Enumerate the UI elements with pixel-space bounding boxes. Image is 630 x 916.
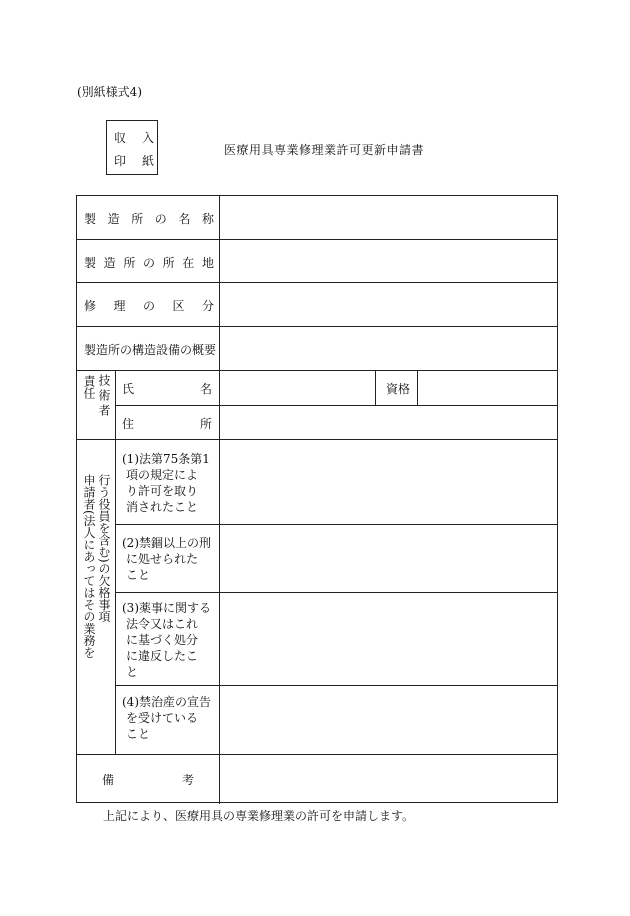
label-factory-name bbox=[84, 210, 214, 227]
label-qualification: 資格 bbox=[386, 382, 411, 396]
char: 所 bbox=[131, 212, 144, 226]
char: 考 bbox=[181, 773, 194, 787]
text-line: 法令又はこれ bbox=[126, 617, 199, 631]
char: 製 bbox=[84, 212, 97, 226]
input-disqualification-2[interactable] bbox=[220, 525, 557, 592]
char: 所 bbox=[123, 256, 136, 270]
form-number: (別紙様式4) bbox=[77, 85, 142, 99]
label-factory-location bbox=[84, 254, 214, 271]
text-line: を受けている bbox=[126, 711, 199, 725]
char: 名 bbox=[178, 212, 191, 226]
char: 造 bbox=[107, 212, 120, 226]
text-line: (3)薬事に関する bbox=[122, 601, 211, 615]
text-line: に処せられた bbox=[126, 552, 199, 566]
stamp-text: 収 bbox=[114, 131, 127, 145]
stamp-text: 紙 bbox=[142, 154, 155, 168]
label-remarks bbox=[102, 771, 194, 788]
char: の bbox=[142, 256, 155, 270]
application-statement: 上記により、医療用具の専業修理業の許可を申請します。 bbox=[103, 809, 415, 823]
disqualification-item-1 bbox=[122, 451, 210, 515]
label-name bbox=[122, 380, 212, 397]
input-disqualification-1[interactable] bbox=[220, 440, 557, 524]
label-tech-manager-col1: 責任 bbox=[82, 375, 96, 399]
label-facility-overview: 製造所の構造設備の概要 bbox=[84, 343, 217, 357]
text-line: り許可を取り bbox=[126, 484, 199, 498]
text-line: と bbox=[126, 665, 139, 679]
label-repair-category bbox=[84, 297, 214, 314]
text-line: 消されたこと bbox=[126, 500, 199, 514]
char: 製 bbox=[84, 256, 97, 270]
input-tech-manager-name[interactable] bbox=[220, 371, 375, 405]
label-address bbox=[122, 415, 212, 432]
char: 所 bbox=[199, 417, 212, 431]
char: 在 bbox=[182, 256, 195, 270]
input-factory-location[interactable] bbox=[220, 240, 557, 282]
input-factory-name[interactable] bbox=[220, 196, 557, 239]
char: 区 bbox=[172, 299, 185, 313]
disqualification-item-3 bbox=[122, 600, 211, 680]
disqualification-item-4 bbox=[122, 694, 211, 742]
text-line: こと bbox=[126, 727, 151, 741]
input-repair-category[interactable] bbox=[220, 283, 557, 326]
disqualification-item-2 bbox=[122, 535, 211, 583]
stamp-text: 印 bbox=[114, 154, 127, 168]
input-disqualification-3[interactable] bbox=[220, 593, 557, 685]
text-line: に違反したこ bbox=[126, 649, 199, 663]
text-line: (4)禁治産の宣告 bbox=[122, 695, 211, 709]
input-remarks[interactable] bbox=[220, 755, 557, 802]
text-line: 項の規定によ bbox=[126, 468, 199, 482]
char: の bbox=[154, 212, 167, 226]
input-disqualification-4[interactable] bbox=[220, 686, 557, 754]
char: 備 bbox=[102, 773, 115, 787]
application-form-table bbox=[76, 195, 558, 803]
label-tech-manager-col2: 技術者 bbox=[97, 374, 111, 419]
char: 修 bbox=[84, 299, 97, 313]
char: 分 bbox=[201, 299, 214, 313]
text-line: (1)法第75条第1 bbox=[122, 452, 210, 466]
char: 理 bbox=[113, 299, 126, 313]
text-line: こと bbox=[126, 568, 151, 582]
char: 所 bbox=[162, 256, 175, 270]
char: の bbox=[142, 299, 155, 313]
table-divider bbox=[375, 370, 376, 405]
char: 称 bbox=[201, 212, 214, 226]
stamp-text: 入 bbox=[142, 131, 155, 145]
char: 造 bbox=[103, 256, 116, 270]
char: 住 bbox=[122, 417, 135, 431]
input-tech-manager-qualification[interactable] bbox=[418, 371, 557, 405]
text-line: (2)禁錮以上の刑 bbox=[122, 536, 211, 550]
char: 名 bbox=[199, 382, 212, 396]
char: 地 bbox=[201, 256, 214, 270]
text-line: に基づく処分 bbox=[126, 633, 199, 647]
input-tech-manager-address[interactable] bbox=[220, 406, 557, 439]
table-divider bbox=[115, 370, 116, 754]
char: 氏 bbox=[122, 382, 135, 396]
input-facility-overview[interactable] bbox=[220, 327, 557, 370]
revenue-stamp-box bbox=[106, 120, 158, 175]
label-disqualification-col2: 行う役員を含む)の欠格事項 bbox=[97, 474, 111, 623]
label-disqualification-col1: 申請者(法人にあってはその業務を bbox=[82, 474, 96, 659]
document-title: 医療用具専業修理業許可更新申請書 bbox=[224, 143, 425, 157]
